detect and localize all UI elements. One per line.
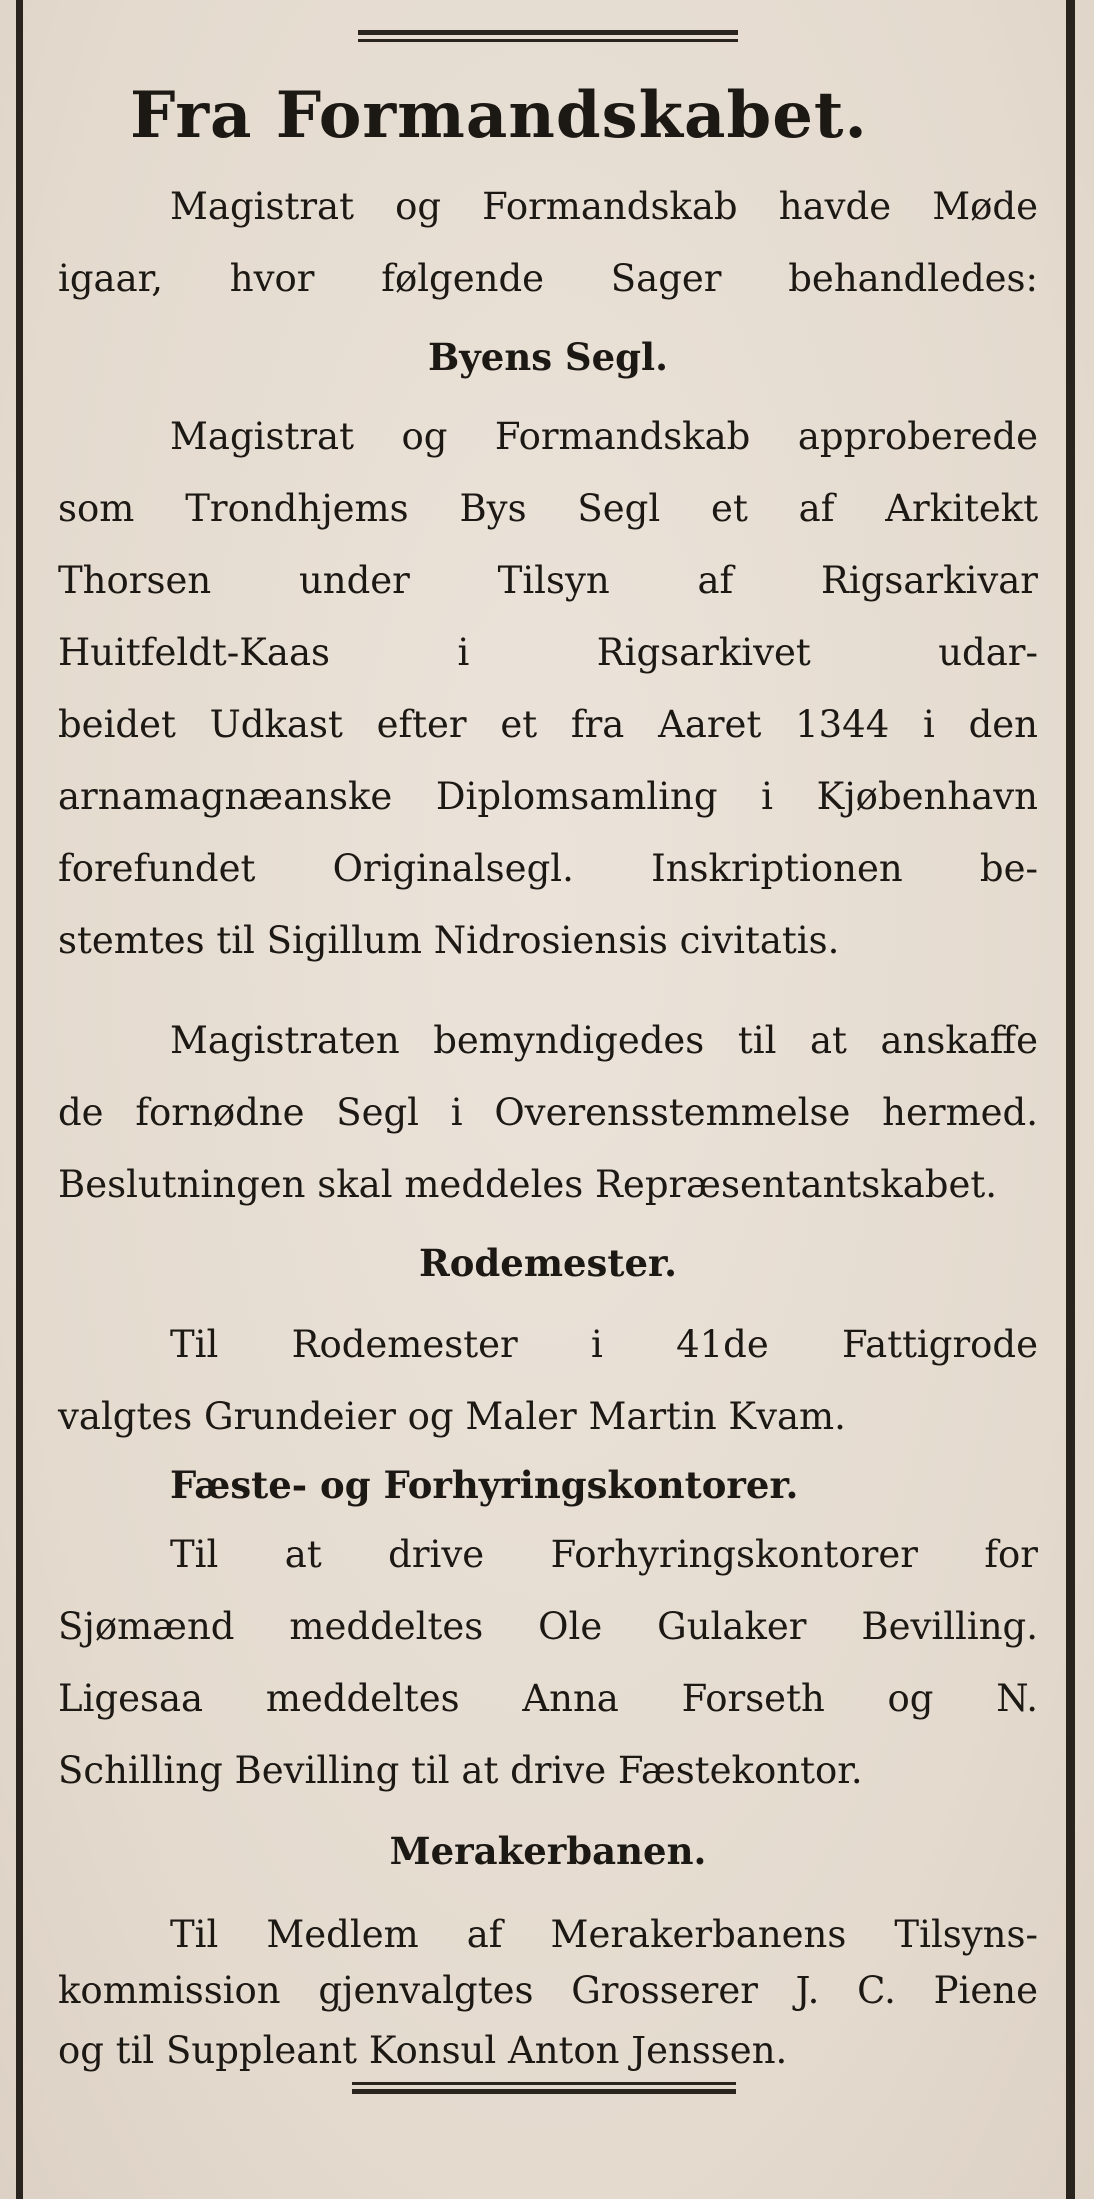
body-line: Til Rodemester i 41de Fattigrode [170, 1323, 1038, 1366]
body-line: forefundet Originalsegl. Inskriptionen be- [58, 847, 1038, 890]
section-heading-byens-segl: Byens Segl. [428, 335, 668, 379]
section-heading-rodemester: Rodemester. [419, 1241, 677, 1285]
body-line: Schilling Bevilling til at drive Fæstekontor. [58, 1749, 863, 1792]
body-line: Til at drive Forhyringskontorer for [170, 1533, 1038, 1576]
body-line: Til Medlem af Merakerbanens Tilsyns- [170, 1913, 1038, 1956]
body-line: Thorsen under Tilsyn af Rigsarkivar [58, 559, 1038, 602]
body-line: som Trondhjems Bys Segl et af Arkitekt [58, 487, 1038, 530]
body-line: og til Suppleant Konsul Anton Jenssen. [58, 2029, 788, 2072]
article-title: Fra Formandskabet. [130, 78, 868, 153]
left-column-rule [16, 0, 23, 2199]
body-line: Beslutningen skal meddeles Repræsentantskabet. [58, 1163, 997, 1206]
section-heading-faeste-og-forhyringskontorer: Fæste- og Forhyringskontorer. [170, 1463, 799, 1507]
body-line: stemtes til Sigillum Nidrosiensis civitatis. [58, 919, 840, 962]
bottom-divider-rule [352, 2082, 736, 2096]
section-heading-merakerbanen: Merakerbanen. [389, 1829, 707, 1873]
body-line: arnamagnæanske Diplomsamling i Kjøbenhavn [58, 775, 1038, 818]
body-line: Magistrat og Formandskab approberede [170, 415, 1038, 458]
intro-line: igaar, hvor følgende Sager behandledes: [58, 257, 1038, 300]
body-line: Ligesaa meddeltes Anna Forseth og N. [58, 1677, 1038, 1720]
body-line: Magistraten bemyndigedes til at anskaffe [170, 1019, 1038, 1062]
body-line: de fornødne Segl i Overensstemmelse hermed. [58, 1091, 1038, 1134]
right-column-rule [1066, 0, 1075, 2199]
body-line: Huitfeldt-Kaas i Rigsarkivet udar- [58, 631, 1038, 674]
body-line: Sjømænd meddeltes Ole Gulaker Bevilling. [58, 1605, 1038, 1648]
body-line: valgtes Grundeier og Maler Martin Kvam. [58, 1395, 846, 1438]
body-line: beidet Udkast efter et fra Aaret 1344 i den [58, 703, 1038, 746]
body-line: kommission gjenvalgtes Grosserer J. C. Piene [58, 1969, 1038, 2012]
top-divider-rule [358, 30, 738, 44]
intro-line: Magistrat og Formandskab havde Møde [170, 185, 1038, 228]
